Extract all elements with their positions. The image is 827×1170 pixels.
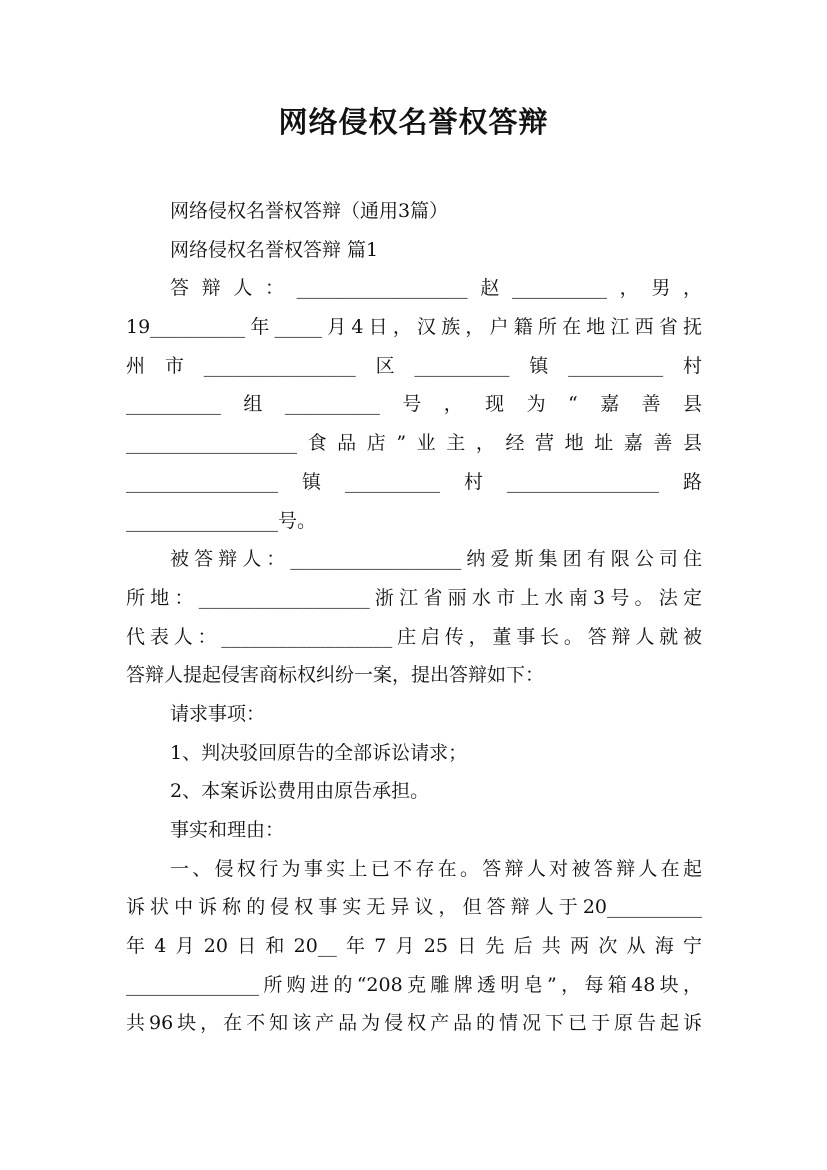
paragraph-line: 年4月20日和20__年7月25日先后共两次从海宁 — [126, 935, 702, 958]
paragraph-line: 网络侵权名誉权答辩（通用3篇） — [170, 200, 449, 222]
list-item: 2、本案诉讼费用由原告承担。 — [170, 780, 430, 803]
paragraph-line: 共96块，在不知该产品为侵权产品的情况下已于原告起诉 — [126, 1012, 702, 1035]
paragraph-line: 答辩人提起侵害商标权纠纷一案，提出答辩如下： — [126, 664, 545, 687]
document-body — [126, 192, 702, 1043]
paragraph-line: 诉状中诉称的侵权事实无异议，但答辩人于20__________ — [126, 896, 702, 919]
section-heading: 网络侵权名誉权答辩 篇1 — [170, 238, 379, 261]
paragraph-line: ________________号。 — [126, 509, 317, 532]
section-heading: 事实和理由： — [170, 819, 285, 841]
paragraph-line: __________组__________号，现为“嘉善县 — [126, 393, 702, 416]
paragraph-line: 州市________________区__________镇__________村 — [126, 354, 702, 377]
paragraph-line: __________________食品店”业主，经营地址嘉善县 — [126, 432, 702, 455]
paragraph-line: ________________镇__________村________________路 — [126, 470, 702, 493]
section-heading: 请求事项： — [170, 702, 266, 725]
paragraph-line: 19__________年_____月4日，汉族，户籍所在地江西省抚 — [126, 316, 702, 339]
paragraph-line: 答辩人：__________________赵__________，男， — [170, 277, 702, 300]
list-item: 1、判决驳回原告的全部诉讼请求； — [170, 741, 468, 764]
paragraph-line: 被答辩人：__________________纳爱斯集团有限公司住 — [170, 548, 702, 571]
paragraph-line: 所地：__________________浙江省丽水市上水南3号。法定 — [126, 586, 702, 609]
document-title: 网络侵权名誉权答辩 — [278, 105, 549, 139]
paragraph-line: 一、侵权行为事实上已不存在。答辩人对被答辩人在起 — [170, 857, 702, 880]
paragraph-line: 代表人：__________________庄启传，董事长。答辩人就被 — [126, 625, 702, 648]
paragraph-line: ______________所购进的“208克雕牌透明皂”，每箱48块， — [126, 973, 702, 996]
